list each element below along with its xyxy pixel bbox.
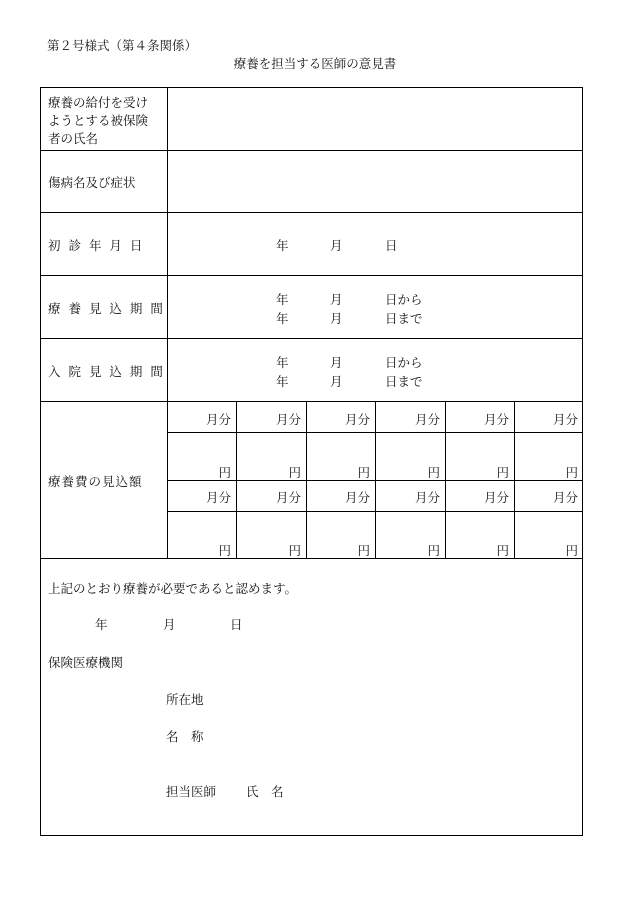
cost-month-cell: 月分 [275, 490, 301, 505]
cost-yen-cell: 円 [427, 543, 440, 558]
month-unit: 月 [330, 311, 343, 326]
cost-yen-cell: 円 [427, 465, 440, 480]
address-label: 所在地 [166, 692, 204, 707]
year-unit: 年 [276, 374, 289, 389]
to-day-unit: 日まで [385, 374, 423, 389]
year-unit: 年 [276, 355, 289, 370]
cert-month-unit: 月 [163, 617, 176, 632]
cost-month-cell: 月分 [483, 490, 509, 505]
cert-day-unit: 日 [230, 617, 243, 632]
doctor-label: 担当医師 [166, 784, 217, 799]
cost-yen-cell: 円 [288, 543, 301, 558]
cost-yen-cell: 円 [496, 465, 509, 480]
month-unit: 月 [330, 374, 343, 389]
year-unit: 年 [276, 238, 289, 253]
cost-yen-cell: 円 [218, 543, 231, 558]
day-unit: 日 [385, 238, 398, 253]
row-divider [40, 212, 583, 213]
form-number: 第２号様式（第４条関係） [47, 38, 198, 53]
cost-month-cell: 月分 [552, 490, 578, 505]
cost-month-cell: 月分 [344, 412, 370, 427]
row-divider [40, 275, 583, 276]
cost-yen-cell: 円 [357, 543, 370, 558]
cost-yen-cell: 円 [357, 465, 370, 480]
year-unit: 年 [276, 292, 289, 307]
cost-yen-cell: 円 [565, 465, 578, 480]
row-divider [40, 150, 583, 151]
month-unit: 月 [330, 238, 343, 253]
form-frame [40, 87, 583, 836]
cost-yen-cell: 円 [288, 465, 301, 480]
document-title: 療養を担当する医師の意見書 [233, 56, 397, 71]
cost-month-cell: 月分 [205, 490, 231, 505]
cost-month-cell: 月分 [414, 490, 440, 505]
to-day-unit: 日まで [385, 311, 423, 326]
cost-month-cell: 月分 [205, 412, 231, 427]
certification-statement: 上記のとおり療養が必要であると認めます。 [48, 581, 298, 596]
cost-month-cell: 月分 [275, 412, 301, 427]
hospital-period-label: 入 院 見 込 期 間 [48, 364, 165, 379]
cert-year-unit: 年 [95, 617, 108, 632]
month-unit: 月 [330, 292, 343, 307]
insured-name-label-line: ようとする被保険 [48, 113, 149, 128]
cost-yen-cell: 円 [496, 543, 509, 558]
row-divider [40, 401, 583, 402]
first-visit-label: 初 診 年 月 日 [48, 238, 145, 253]
disease-label: 傷病名及び症状 [48, 175, 136, 190]
from-day-unit: 日から [385, 292, 423, 307]
institution-label: 保険医療機関 [48, 655, 124, 670]
row-divider [40, 338, 583, 339]
cost-label: 療養費の見込額 [48, 474, 143, 489]
insured-name-label-line: 者の氏名 [48, 131, 99, 146]
cost-month-cell: 月分 [414, 412, 440, 427]
treatment-period-label: 療 養 見 込 期 間 [48, 301, 165, 316]
cost-month-cell: 月分 [552, 412, 578, 427]
cost-yen-cell: 円 [565, 543, 578, 558]
insured-name-label-line: 療養の給付を受け [48, 95, 149, 110]
doctor-name-label: 氏 名 [246, 784, 284, 799]
month-unit: 月 [330, 355, 343, 370]
cost-month-cell: 月分 [344, 490, 370, 505]
from-day-unit: 日から [385, 355, 423, 370]
cost-yen-cell: 円 [218, 465, 231, 480]
institution-name-label: 名 称 [166, 729, 204, 744]
cost-month-cell: 月分 [483, 412, 509, 427]
year-unit: 年 [276, 311, 289, 326]
